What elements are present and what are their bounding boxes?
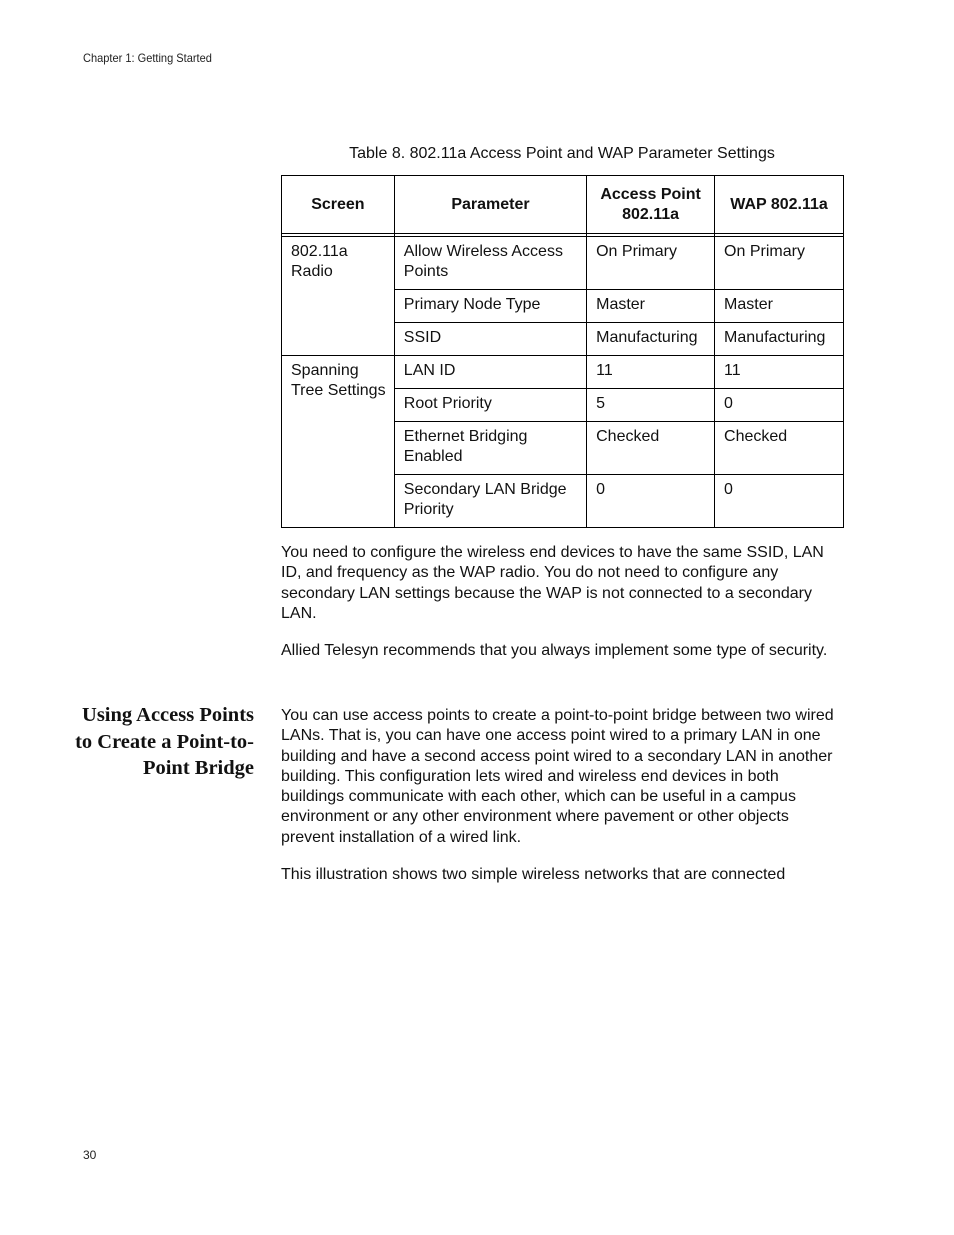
access-point-value-cell: Master (587, 290, 715, 323)
section-heading: Using Access Points to Create a Point-to-Point Bridge (75, 704, 254, 780)
access-point-value-cell: Manufacturing (587, 323, 715, 356)
table-caption: Table 8. 802.11a Access Point and WAP Parameter Settings (349, 145, 775, 162)
wap-value-cell: 0 (715, 389, 844, 422)
parameter-cell: Root Priority (394, 389, 586, 422)
access-point-value-cell: Checked (587, 422, 715, 475)
wap-value-cell: 0 (715, 475, 844, 528)
parameter-cell: Allow Wireless Access Points (394, 237, 586, 290)
column-header-screen: Screen (282, 176, 395, 234)
parameter-cell: SSID (394, 323, 586, 356)
screen-cell: Spanning Tree Settings (282, 356, 395, 528)
wap-value-cell: On Primary (715, 237, 844, 290)
body-paragraph: This illustration shows two simple wireless networks that are connected (281, 866, 786, 883)
parameter-cell: Secondary LAN Bridge Priority (394, 475, 586, 528)
wap-value-cell: Checked (715, 422, 844, 475)
body-paragraph: Allied Telesyn recommends that you always implement some type of security. (281, 642, 828, 659)
column-header-wap: WAP 802.11a (715, 176, 844, 234)
body-paragraph: You need to configure the wireless end devices to have the same SSID, LAN ID, and frequency as the WAP radio. You do not need to configure any secondary LAN settings because the WAP is not connected to a secondary LAN. (281, 544, 824, 622)
parameter-cell: Primary Node Type (394, 290, 586, 323)
parameter-settings-table (281, 175, 844, 528)
screen-cell: 802.11a Radio (282, 237, 395, 356)
parameter-cell: LAN ID (394, 356, 586, 389)
wap-value-cell: Manufacturing (715, 323, 844, 356)
column-header-parameter: Parameter (394, 176, 586, 234)
access-point-value-cell: 5 (587, 389, 715, 422)
table-row (282, 356, 844, 389)
column-header-access-point: Access Point 802.11a (587, 176, 715, 234)
table-row (282, 237, 844, 290)
table-header-row (282, 176, 844, 234)
access-point-value-cell: 0 (587, 475, 715, 528)
body-paragraph: You can use access points to create a point-to-point bridge between two wired LANs. That is, you can have one access point wired to a primary LAN in one building and have a second access point wired to a secondary LAN in another building. This configuration lets wired and wireless end devices in both buildings communicate with each other, which can be useful in a campus environment or any other environment where pavement or other objects prevent installation of a wired link. (281, 707, 834, 846)
wap-value-cell: Master (715, 290, 844, 323)
access-point-value-cell: 11 (587, 356, 715, 389)
page-number: 30 (83, 1148, 97, 1162)
access-point-value-cell: On Primary (587, 237, 715, 290)
wap-value-cell: 11 (715, 356, 844, 389)
parameter-cell: Ethernet Bridging Enabled (394, 422, 586, 475)
running-header: Chapter 1: Getting Started (83, 51, 212, 65)
